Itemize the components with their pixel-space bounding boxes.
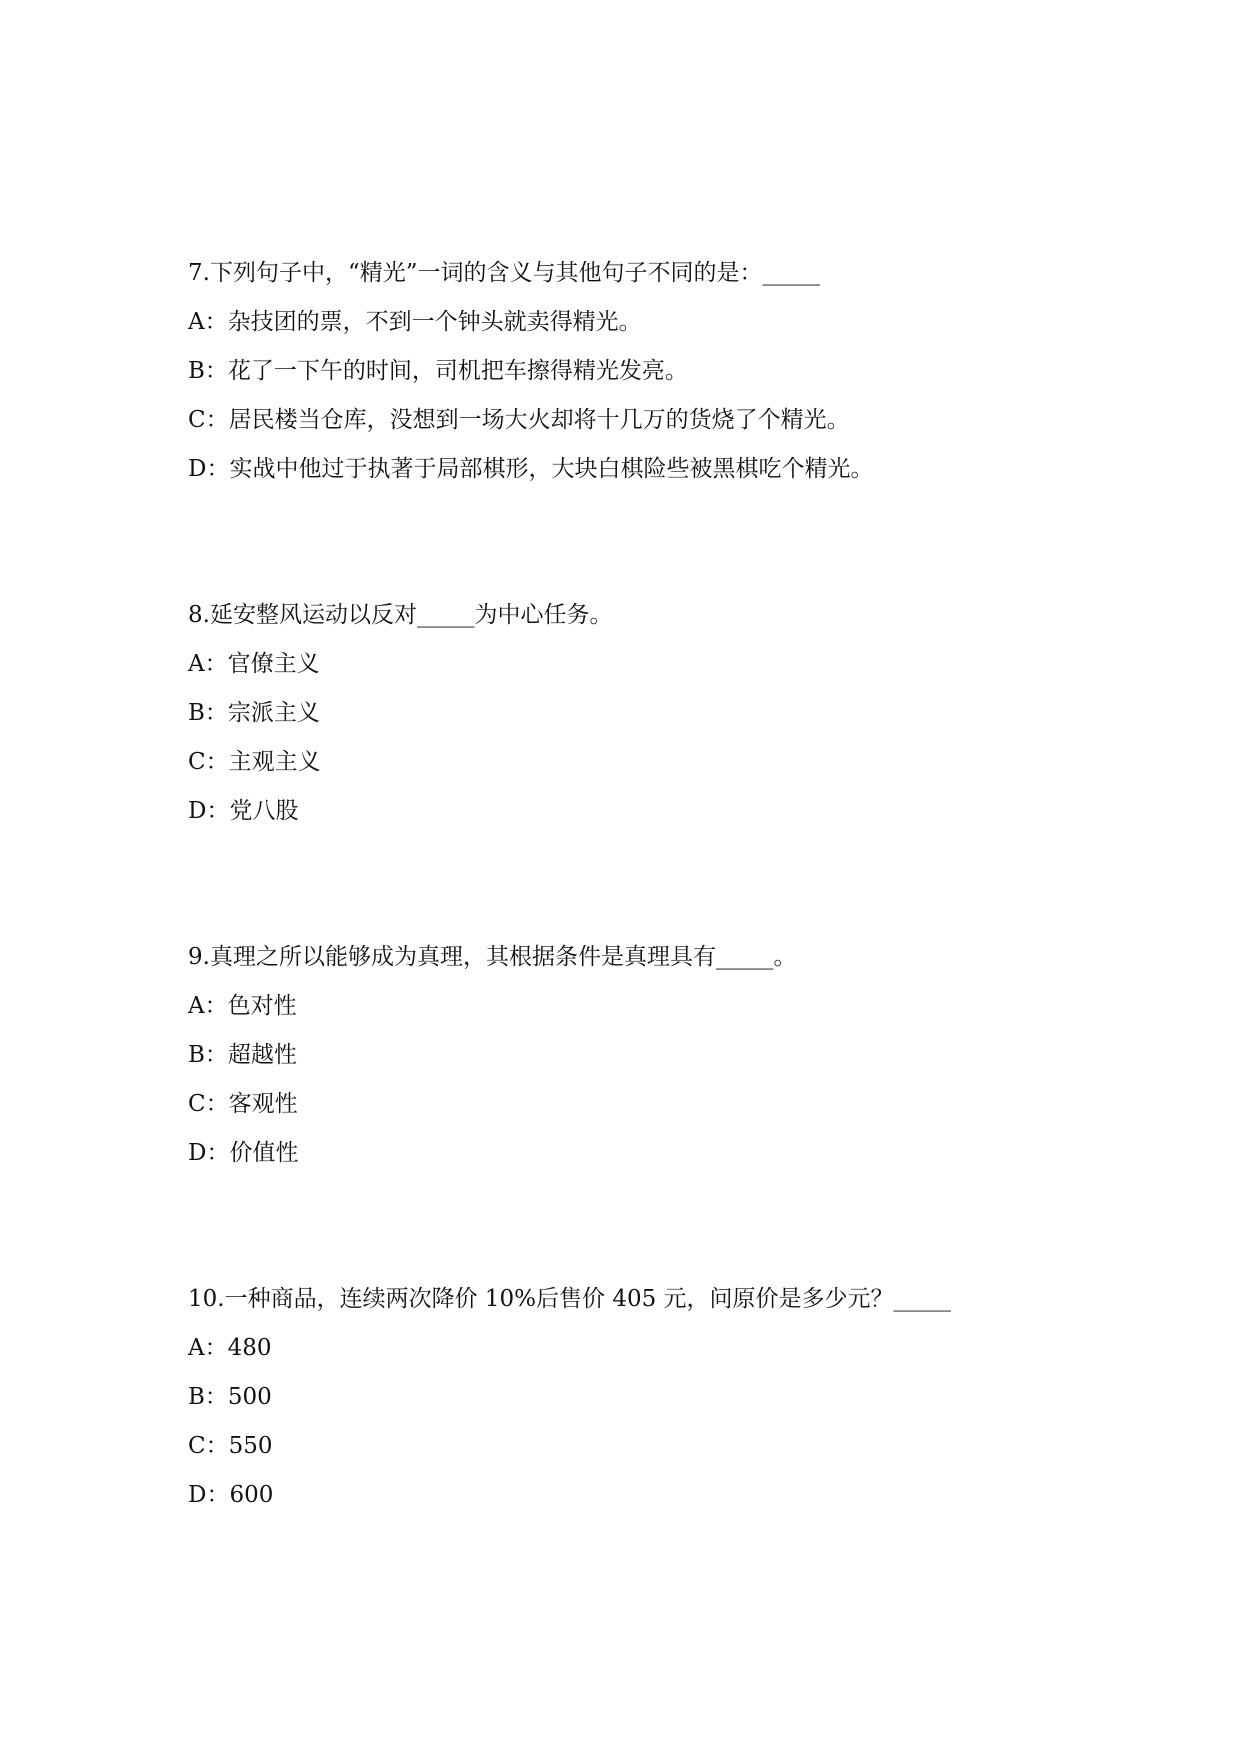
- question-7: [188, 258, 1188, 503]
- option-b: B：超越性: [188, 1042, 297, 1068]
- question-9: [188, 942, 1188, 1187]
- option-b: B：500: [188, 1384, 272, 1410]
- question-text: 9.真理之所以能够成为真理，其根据条件是真理具有_____。: [188, 944, 797, 970]
- question-text: 8.延安整风运动以反对_____为中心任务。: [188, 602, 613, 628]
- option-d: D：党八股: [188, 798, 299, 824]
- option-c: C：550: [188, 1433, 273, 1459]
- question-text: 7.下列句子中，“精光”一词的含义与其他句子不同的是：_____: [188, 260, 820, 286]
- option-a: A：杂技团的票，不到一个钟头就卖得精光。: [188, 309, 642, 335]
- option-d: D：实战中他过于执著于局部棋形，大块白棋险些被黑棋吃个精光。: [188, 456, 874, 482]
- option-c: C：客观性: [188, 1091, 298, 1117]
- option-b: B：宗派主义: [188, 700, 320, 726]
- option-b: B：花了一下午的时间，司机把车擦得精光发亮。: [188, 358, 688, 384]
- option-d: D：600: [188, 1482, 274, 1508]
- option-c: C：主观主义: [188, 749, 321, 775]
- question-text: 10.一种商品，连续两次降价 10%后售价 405 元，问原价是多少元？_____: [188, 1286, 952, 1312]
- option-a: A：色对性: [188, 993, 297, 1019]
- question-10: [188, 1284, 1188, 1529]
- option-c: C：居民楼当仓库，没想到一场大火却将十几万的货烧了个精光。: [188, 407, 850, 433]
- option-a: A：480: [188, 1335, 272, 1361]
- question-8: [188, 600, 1188, 845]
- option-d: D：价值性: [188, 1140, 299, 1166]
- option-a: A：官僚主义: [188, 651, 320, 677]
